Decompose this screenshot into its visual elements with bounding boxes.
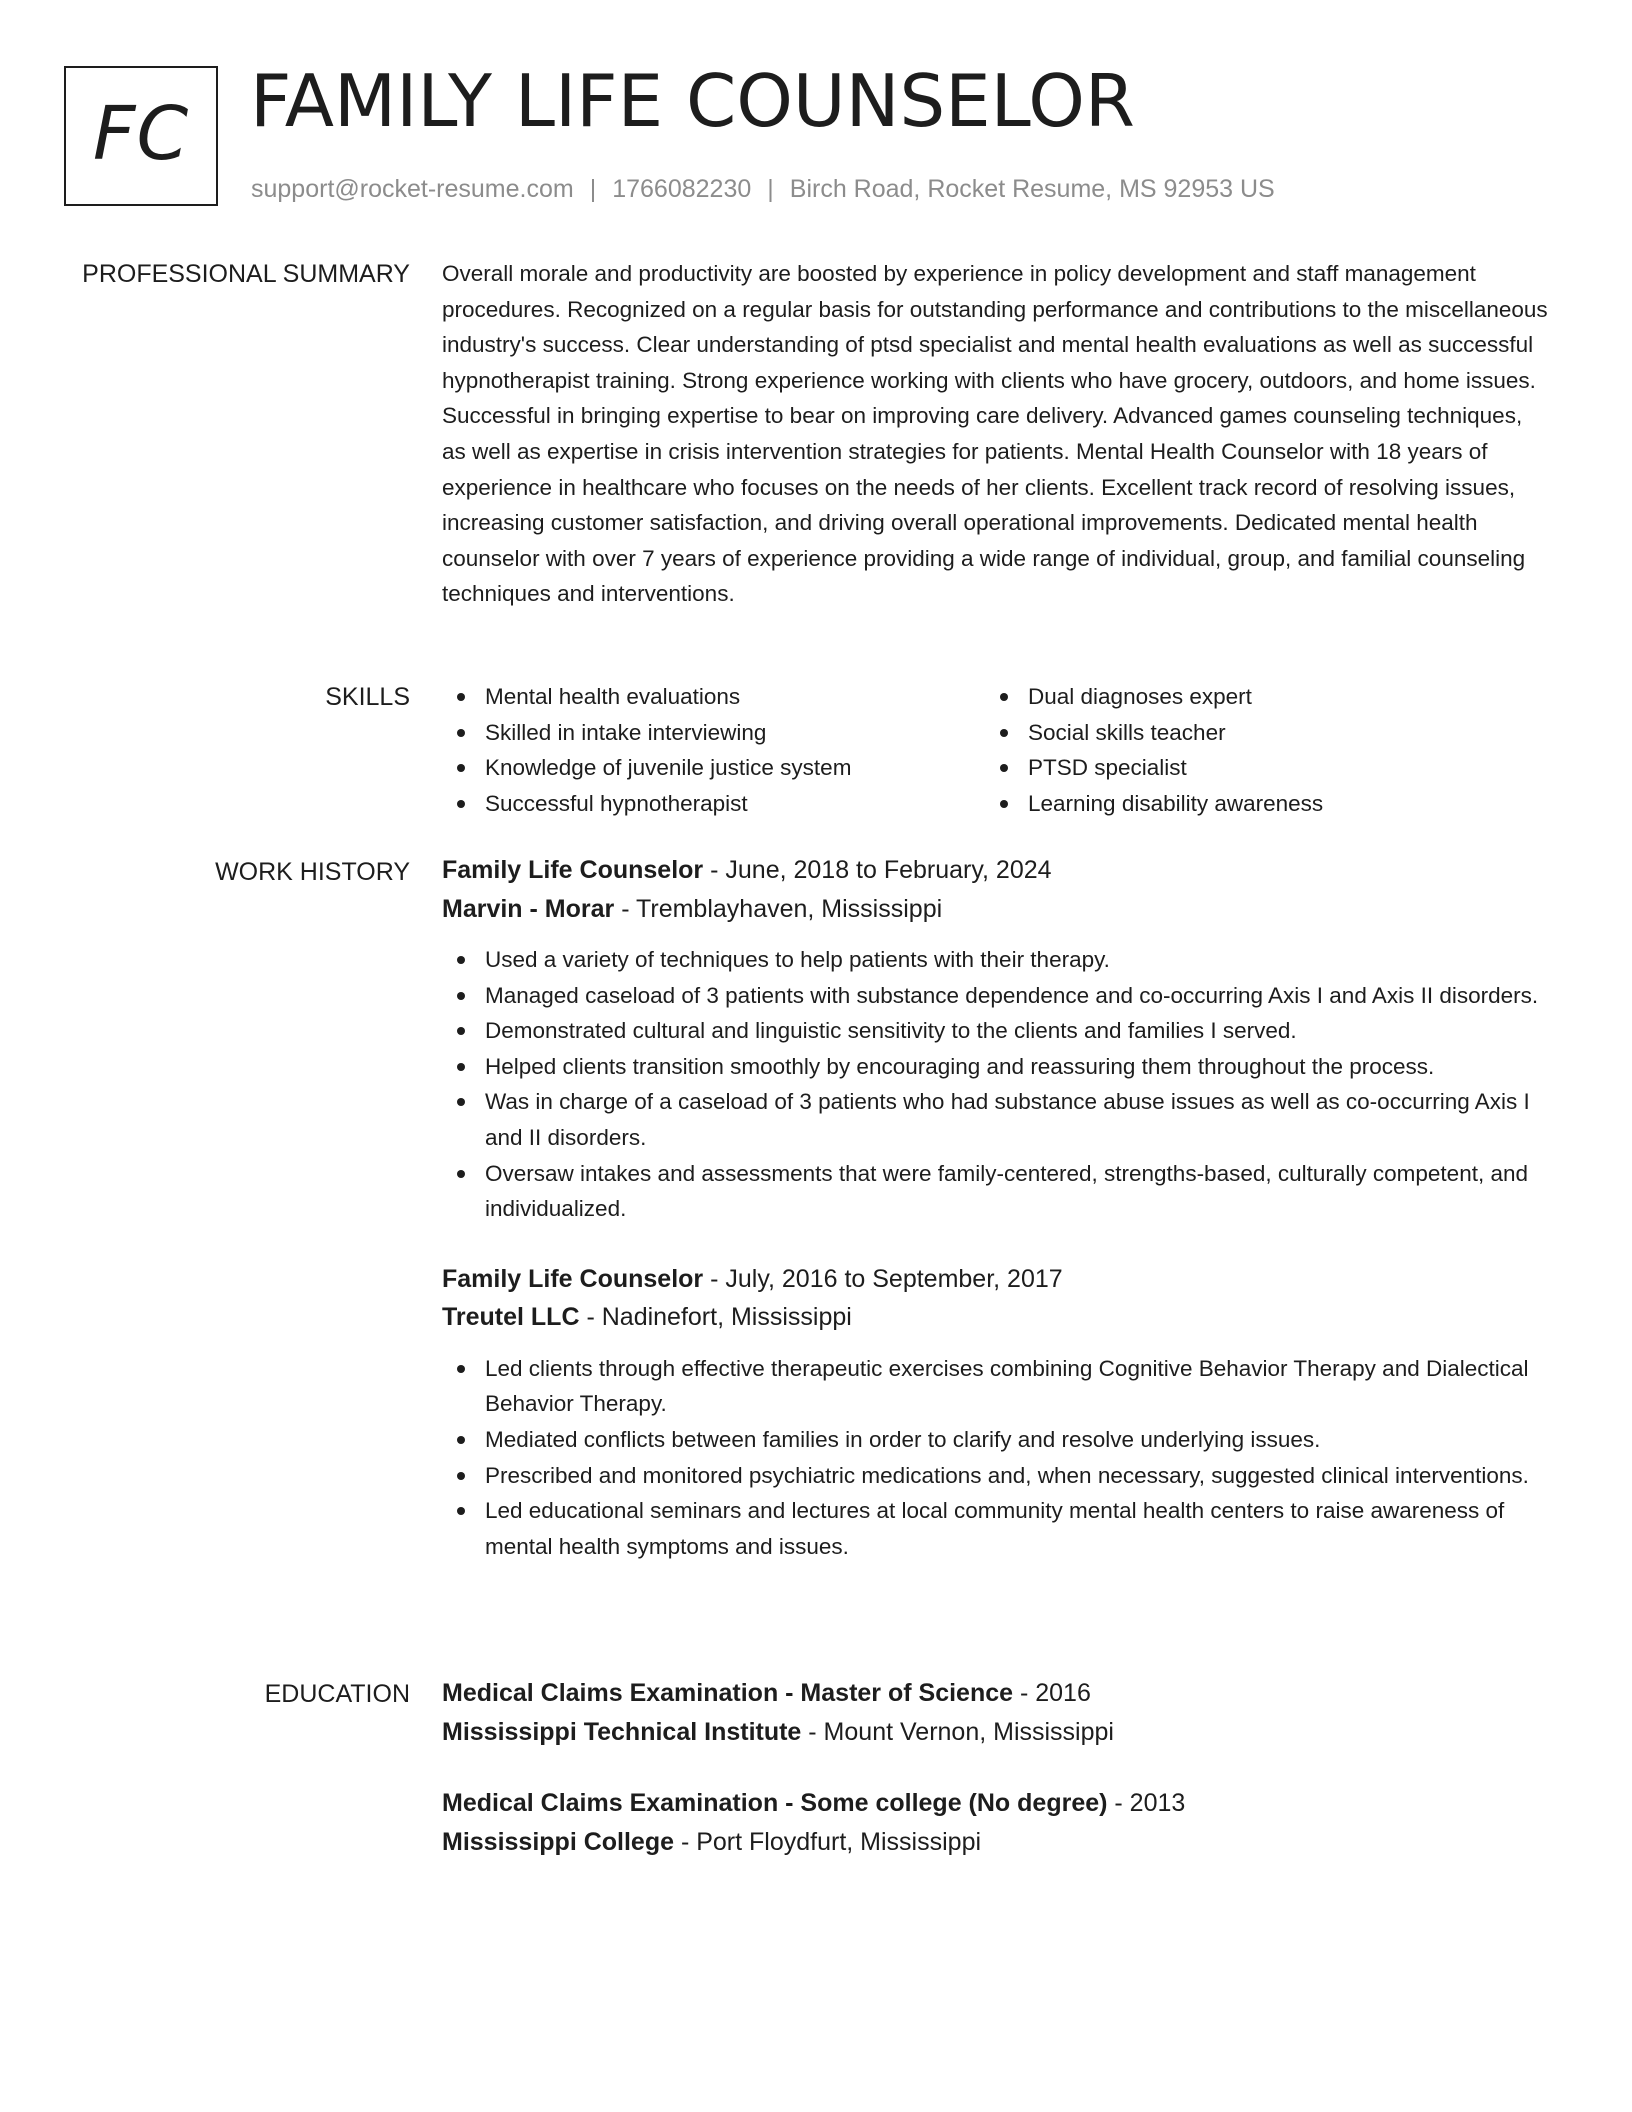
job-title: Family Life Counselor [442, 1264, 704, 1293]
section-label-education: EDUCATION [264, 1680, 410, 1708]
skill-item: Social skills teacher [985, 715, 1528, 751]
skill-item: Dual diagnoses expert [985, 679, 1528, 715]
education-location: - Mount Vernon, Mississippi [801, 1717, 1114, 1746]
education-degree-line [442, 1674, 1548, 1713]
skill-item: Successful hypnotherapist [442, 786, 985, 822]
job-bullet: Helped clients transition smoothly by encouraging and reassuring them throughout the process. [442, 1049, 1548, 1085]
resume-name: FAMILY LIFE COUNSELOR [250, 59, 1135, 143]
job-company: Treutel LLC [442, 1303, 580, 1332]
monogram-initials: FC [92, 91, 190, 177]
section-label-work-history: WORK HISTORY [215, 858, 410, 886]
education-school: Mississippi Technical Institute [442, 1717, 802, 1746]
skill-item: Learning disability awareness [985, 786, 1528, 822]
job-title-line [442, 851, 1548, 890]
education-entry [442, 1674, 1548, 1751]
skill-item: Skilled in intake interviewing [442, 715, 985, 751]
section-label-skills: SKILLS [325, 683, 410, 711]
job-bullet: Led educational seminars and lectures at local community mental health centers to raise awareness of mental health symptoms and issues. [442, 1493, 1548, 1564]
contact-separator: | [589, 175, 597, 203]
job-bullet: Mediated conflicts between families in order to clarify and resolve underlying issues. [442, 1422, 1548, 1458]
education-section [442, 1674, 1548, 1861]
contact-email: support@rocket-resume.com [251, 175, 574, 203]
skills-column-right [985, 679, 1528, 821]
job-location: - Tremblayhaven, Mississippi [614, 894, 943, 923]
job-bullet: Was in charge of a caseload of 3 patients who had substance abuse issues as well as co-occurring Axis I and II disorders. [442, 1084, 1548, 1155]
monogram-box [64, 66, 218, 206]
education-year: - 2013 [1107, 1789, 1186, 1817]
job-company: Marvin - Morar [442, 894, 615, 923]
education-school: Mississippi College [442, 1827, 675, 1856]
job-entry [442, 1260, 1548, 1565]
skills-section [442, 679, 1548, 821]
skill-item: Knowledge of juvenile justice system [442, 750, 985, 786]
job-bullet: Oversaw intakes and assessments that were family-centered, strengths-based, culturally competent, and individualized. [442, 1156, 1548, 1227]
job-company-line [442, 890, 1548, 929]
summary-text: Overall morale and productivity are boosted by experience in policy development and staff management procedures. Recognized on a regular basis for outstanding performance and contributions to the miscellaneous industry's success. Clear understanding of ptsd specialist and mental health evaluations as well as successful hypnotherapist training. Strong experience working with clients who have grocery, outdoors, and home issues. Successful in bringing expertise to bear on improving care delivery. Advanced games counseling techniques, as well as expertise in crisis intervention strategies for patients. Mental Health Counselor with 18 years of experience in healthcare who focuses on the needs of her clients. Excellent track record of resolving issues, increasing customer satisfaction, and driving overall operational improvements. Dedicated mental health counselor with over 7 years of experience providing a wide range of individual, group, and familial counseling techniques and interventions. [442, 261, 1548, 607]
contact-phone: 1766082230 [612, 175, 752, 203]
job-dates: - July, 2016 to September, 2017 [703, 1264, 1063, 1293]
summary-section [442, 256, 1548, 612]
job-bullet: Led clients through effective therapeutic exercises combining Cognitive Behavior Therapy and Dialectical Behavior Therapy. [442, 1351, 1548, 1422]
education-school-line [442, 1713, 1548, 1752]
job-dates: - June, 2018 to February, 2024 [703, 856, 1052, 884]
education-year: - 2016 [1013, 1679, 1091, 1707]
section-label-summary: PROFESSIONAL SUMMARY [82, 260, 410, 288]
skills-grid [442, 679, 1548, 821]
contact-separator: | [767, 175, 774, 203]
education-entry [442, 1784, 1548, 1861]
work-history-section [442, 851, 1548, 1564]
job-title-line [442, 1260, 1548, 1299]
education-degree: Medical Claims Examination - Some college (No degree) [442, 1789, 1108, 1817]
education-degree-line [442, 1784, 1548, 1823]
contact-address: Birch Road, Rocket Resume, MS 92953 US [789, 175, 1275, 203]
skill-item: Mental health evaluations [442, 679, 985, 715]
education-degree: Medical Claims Examination - Master of Science [442, 1679, 1014, 1707]
job-entry [442, 851, 1548, 1227]
job-bullet: Prescribed and monitored psychiatric medications and, when necessary, suggested clinical interventions. [442, 1458, 1548, 1494]
job-bullets [442, 942, 1548, 1227]
job-bullet: Used a variety of techniques to help patients with their therapy. [442, 942, 1548, 978]
skills-column-left [442, 679, 985, 821]
job-bullets [442, 1351, 1548, 1565]
job-title: Family Life Counselor [442, 856, 704, 884]
skill-item: PTSD specialist [985, 750, 1528, 786]
job-bullet: Demonstrated cultural and linguistic sensitivity to the clients and families I served. [442, 1013, 1548, 1049]
education-location: - Port Floydfurt, Mississippi [674, 1827, 982, 1856]
education-school-line [442, 1823, 1548, 1862]
job-company-line [442, 1298, 1548, 1337]
job-bullet: Managed caseload of 3 patients with substance dependence and co-occurring Axis I and Axis II disorders. [442, 978, 1548, 1014]
contact-line [251, 172, 1275, 206]
job-location: - Nadinefort, Mississippi [579, 1303, 852, 1332]
